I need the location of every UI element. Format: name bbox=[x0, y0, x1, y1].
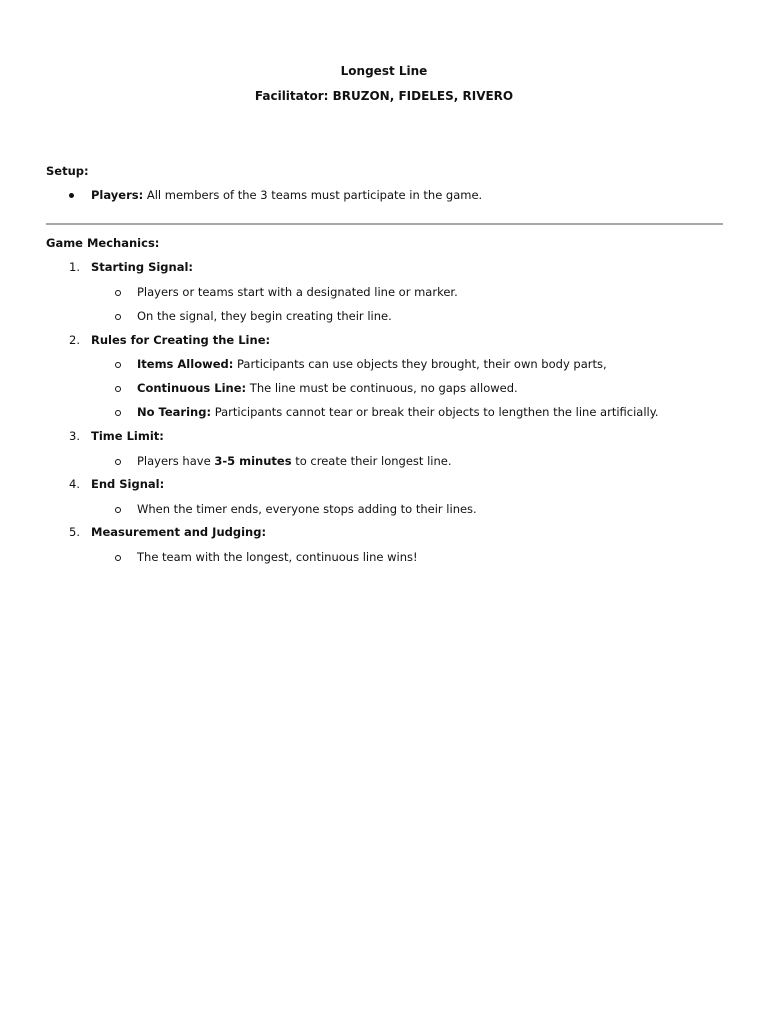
step-1-sub-2: On the signal, they begin creating their line. bbox=[137, 309, 392, 323]
time-limit-pre: Players have bbox=[137, 454, 215, 468]
document-title: Longest Line bbox=[340, 64, 428, 78]
bullet-icon bbox=[69, 193, 74, 198]
continuous-line-text: The line must be continuous, no gaps allowed. bbox=[246, 381, 518, 395]
setup-heading: Setup: bbox=[46, 164, 89, 178]
step-number: 4. bbox=[69, 477, 80, 491]
step-1-sub-1: Players or teams start with a designated line or marker. bbox=[137, 285, 458, 299]
step-label-starting-signal: Starting Signal: bbox=[91, 260, 194, 274]
step-number: 5. bbox=[69, 525, 80, 539]
step-4-sub-1: When the timer ends, everyone stops adding to their lines. bbox=[137, 502, 477, 516]
setup-item-players bbox=[91, 188, 482, 202]
step-label-rules: Rules for Creating the Line: bbox=[91, 333, 271, 347]
step-3-sub-1 bbox=[137, 454, 451, 468]
players-label: Players: bbox=[91, 188, 144, 202]
step-2-sub-2 bbox=[137, 381, 518, 395]
step-label-time-limit: Time Limit: bbox=[91, 429, 164, 443]
step-number: 2. bbox=[69, 333, 80, 347]
items-allowed-text: Participants can use objects they brought, their own body parts, bbox=[233, 357, 607, 371]
items-allowed-label: Items Allowed: bbox=[137, 357, 234, 371]
step-2-sub-3 bbox=[137, 405, 659, 419]
step-number: 1. bbox=[69, 260, 80, 274]
circle-bullet-icon bbox=[115, 362, 121, 368]
no-tearing-text: Participants cannot tear or break their objects to lengthen the line artificially. bbox=[211, 405, 659, 419]
continuous-line-label: Continuous Line: bbox=[137, 381, 247, 395]
circle-bullet-icon bbox=[115, 555, 121, 561]
players-text: All members of the 3 teams must participate in the game. bbox=[143, 188, 483, 202]
no-tearing-label: No Tearing: bbox=[137, 405, 212, 419]
circle-bullet-icon bbox=[115, 314, 121, 320]
step-label-measurement: Measurement and Judging: bbox=[91, 525, 267, 539]
circle-bullet-icon bbox=[115, 459, 121, 465]
section-divider bbox=[46, 223, 723, 225]
time-limit-text: to create their longest line. bbox=[291, 454, 452, 468]
facilitator-line: Facilitator: BRUZON, FIDELES, RIVERO bbox=[254, 89, 514, 103]
step-label-end-signal: End Signal: bbox=[91, 477, 165, 491]
circle-bullet-icon bbox=[115, 290, 121, 296]
step-number: 3. bbox=[69, 429, 80, 443]
circle-bullet-icon bbox=[115, 410, 121, 416]
step-5-sub-1: The team with the longest, continuous line wins! bbox=[137, 550, 418, 564]
time-limit-value: 3-5 minutes bbox=[214, 454, 292, 468]
circle-bullet-icon bbox=[115, 507, 121, 513]
mechanics-heading: Game Mechanics: bbox=[46, 236, 160, 250]
circle-bullet-icon bbox=[115, 386, 121, 392]
step-2-sub-1 bbox=[137, 357, 607, 371]
